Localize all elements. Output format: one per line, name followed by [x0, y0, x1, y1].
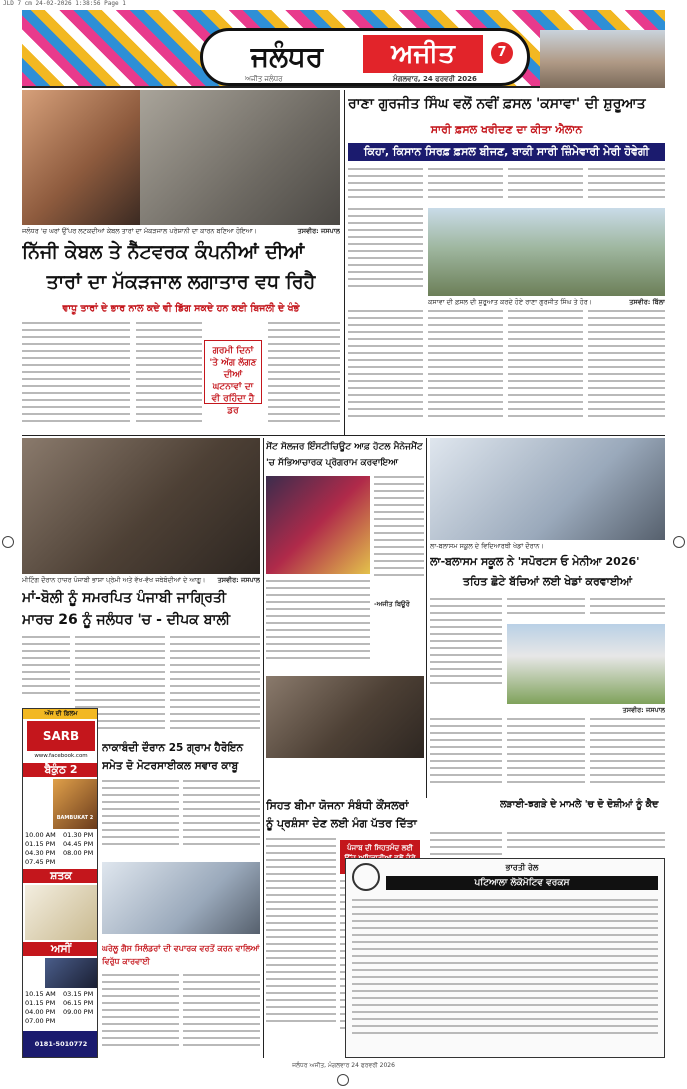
heroin-headline-1: ਨਾਕਾਬੰਦੀ ਦੌਰਾਨ 25 ਗ੍ਰਾਮ ਹੈਰੋਇਨ [102, 742, 244, 754]
movie-3-title: ਅਸੀਂ [23, 942, 98, 956]
cable-photo-credit: ਤਸਵੀਰ: ਜਸਪਾਲ [297, 227, 340, 235]
farmers-photo [428, 208, 665, 296]
showtime: 09.00 PM [63, 1008, 94, 1016]
health-headline-1: ਸਿਹਤ ਬੀਮਾ ਯੋਜਨਾ ਸੰਬੰਧੀ ਕੌਂਸਲਰਾਂ [266, 799, 409, 812]
school-headline-2: ਤਹਿਤ ਛੋਟੇ ਬੱਚਿਆਂ ਲਈ ਖੇਡਾਂ ਕਰਵਾਈਆਂ [462, 575, 633, 588]
shop-photo [22, 90, 140, 225]
rana-body-col-2 [428, 168, 503, 204]
masthead-title-left: ਜਲੰਧਰ [217, 35, 357, 79]
cable-headline-2: ਤਾਰਾਂ ਦਾ ਮੱਕੜਜਾਲ ਲਗਾਤਾਰ ਵਧ ਰਿਹੈ [46, 271, 316, 293]
heroin-body-col-1 [102, 780, 179, 858]
showtime: 04.45 PM [63, 840, 94, 848]
registration-mark [2, 536, 14, 548]
fight-body-col-2 [507, 832, 665, 852]
page-footer: ਜਲੰਧਰ ਅਜੀਤ, ਮੰਗਲਵਾਰ 24 ਫਰਵਰੀ 2026 [292, 1062, 395, 1069]
hotel-headline-1: ਸੇਂਟ ਸੋਲਜਰ ਇੰਸਟੀਚਿਊਟ ਆਫ਼ ਹੋਟਲ ਮੈਨੇਜਮੈਂਟ [266, 442, 423, 452]
hotel-body-col-1 [374, 476, 424, 586]
cable-body-col-2 [136, 322, 202, 432]
gas-raid-photo [102, 862, 260, 934]
railway-notice-ad [345, 858, 665, 1058]
school-headline-1: ਲਾ-ਬਲਾਸਮ ਸਕੂਲ ਨੇ 'ਸਪੋਰਟਸ ਓ ਮੇਨੀਆ 2026' [430, 555, 640, 568]
rana-photo-caption: ਕਸਾਵਾ ਦੀ ਫ਼ਸਲ ਦੀ ਸ਼ੁਰੂਆਤ ਕਰਦੇ ਹੋਏ ਰਾਣਾ ਗੁਰਜੀਤ ਸਿੰਘ ਤੇ ਹੋਰ। [428, 298, 593, 306]
movie-1-poster: BAMBUKAT 2 [53, 779, 97, 829]
hotel-headline-2: 'ਚ ਸੱਭਿਆਚਾਰਕ ਪ੍ਰੋਗਰਾਮ ਕਰਵਾਇਆ [266, 458, 399, 468]
movie-1-title: ਬੈਕੁੰਠ 2 [23, 763, 98, 777]
movie-1-times [25, 831, 61, 867]
masthead-date: ਮੰਗਲਵਾਰ, 24 ਫਰਵਰੀ 2026 [393, 75, 477, 83]
health-meeting-photo [266, 676, 424, 758]
showtime: 01.15 PM [25, 999, 56, 1007]
maa-boli-photo-caption: ਮੀਟਿੰਗ ਦੌਰਾਨ ਹਾਜ਼ਰ ਪੰਜਾਬੀ ਭਾਸ਼ਾ ਪ੍ਰੇਮੀ ਅਤੇ ਵੱਖ-ਵੱਖ ਜਥੇਬੰਦੀਆਂ ਦੇ ਆਗੂ। [22, 576, 206, 584]
cable-subhead: ਵਾਧੂ ਤਾਰਾਂ ਦੇ ਭਾਰ ਨਾਲ ਕਦੇ ਵੀ ਡਿੱਗ ਸਕਦੇ ਹਨ ਕਈ ਬਿਜਲੀ ਦੇ ਖੰਭੇ [62, 303, 300, 314]
gas-body-col-2 [183, 974, 260, 1059]
maa-boli-body-col-1 [22, 636, 70, 706]
hotel-credit: -ਅਜੀਤ ਬਿਊਰੋ [374, 600, 410, 608]
cinema-ad [22, 708, 98, 1058]
movie-2-poster [25, 885, 97, 940]
rana-body-col-1 [348, 168, 423, 204]
school-photo-caption: ਲਾ-ਬਲਾਸਮ ਸਕੂਲ ਦੇ ਵਿਦਿਆਰਥੀ ਖੇਡਾਂ ਦੌਰਾਨ। [430, 542, 544, 550]
movie-2-title: ਸ਼ਤਕ [23, 869, 98, 883]
meeting-photo [22, 438, 260, 574]
movie-1-times-b [63, 831, 98, 858]
notice-title: ਭਾਰਤੀ ਰੇਲ [505, 863, 539, 872]
railway-emblem [352, 863, 380, 891]
section-rule [22, 435, 665, 436]
school-body-col-2 [507, 598, 585, 620]
rana-body-col-7 [508, 310, 583, 432]
masthead-subtitle: ਅਜੀਤ ਜਲੰਧਰ [245, 75, 283, 83]
school-kids-photo [430, 438, 665, 540]
school-body-col-5 [507, 718, 585, 796]
column-rule [344, 90, 345, 435]
masthead [22, 10, 665, 88]
cable-wires-photo [140, 90, 340, 225]
registration-mark [673, 536, 685, 548]
masthead-photo [540, 30, 665, 88]
rana-body-col-4 [588, 168, 665, 204]
rana-body-col-6 [428, 310, 503, 432]
showtime: 10.15 AM [25, 990, 56, 998]
rana-photo-credit: ਤਸਵੀਰ: ਬਿੱਲਾ [629, 298, 665, 306]
masthead-title-right: ਅਜੀਤ [363, 35, 483, 73]
school-body-col-4 [430, 718, 502, 796]
showtime: 01.30 PM [63, 831, 94, 839]
rana-bluebar: ਕਿਹਾ, ਕਿਸਾਨ ਸਿਰਫ਼ ਫ਼ਸਲ ਬੀਜਣ, ਬਾਕੀ ਸਾਰੀ ਜ਼ਿੰਮੇਵਾਰੀ ਮੇਰੀ ਹੋਵੇਗੀ [348, 143, 665, 161]
maa-boli-photo-credit: ਤਸਵੀਰ: ਜਸਪਾਲ [217, 576, 260, 584]
movie-3-poster [45, 958, 97, 988]
school-body-col-3 [590, 598, 665, 620]
cable-pullquote: ਗਰਮੀ ਦਿਨਾਂ 'ਤੇ ਅੱਗ ਲੱਗਣ ਦੀਆਂ ਘਟਨਾਵਾਂ ਦਾ ਵੀ ਰਹਿੰਦਾ ਹੈ ਡਰ [204, 340, 262, 404]
cinema-header: ਅੱਜ ਦੀ ਫ਼ਿਲਮ [23, 709, 98, 719]
movie-3-times-b [63, 990, 98, 1017]
heroin-headline-2: ਸਮੇਤ ਦੋ ਮੋਟਰਸਾਈਕਲ ਸਵਾਰ ਕਾਬੂ [102, 760, 239, 772]
school-credit: ਤਸਵੀਰ: ਜਸਪਾਲ [622, 706, 665, 714]
page-number: 7 [491, 42, 513, 64]
rana-body-col-3 [508, 168, 583, 204]
showtime: 04.00 PM [25, 1008, 56, 1016]
gas-headline: ਘਰੇਲੂ ਗੈਸ ਸਿਲੰਡਰਾਂ ਦੀ ਵਪਾਰਕ ਵਰਤੋਂ ਕਰਨ ਵਾਲਿਆਂ ਵਿਰੁੱਧ ਕਾਰਵਾਈ [102, 944, 260, 966]
school-body-col-6 [590, 718, 665, 796]
movie-3-times [25, 990, 61, 1026]
cable-body-col-1 [22, 322, 130, 432]
cinema-brand: SARB [27, 721, 95, 751]
column-rule [263, 438, 264, 1058]
cultural-program-photo [266, 476, 370, 574]
cable-headline-1: ਨਿੱਜੀ ਕੇਬਲ ਤੇ ਨੈੱਟਵਰਕ ਕੰਪਨੀਆਂ ਦੀਆਂ [22, 241, 305, 263]
showtime: 07.45 PM [25, 858, 56, 866]
gas-body-col-1 [102, 974, 179, 1059]
cinema-website: www.facebook.com [34, 753, 88, 759]
masthead-logo [200, 28, 530, 86]
health-redbox: ਪੰਜਾਬ ਦੀ ਸਿਹਤਮੰਦ ਲਈ [340, 840, 420, 874]
health-headline-2: ਨੂੰ ਪ੍ਰਸ਼ੰਸਾ ਦੇਣ ਲਈ ਮੰਗ ਪੱਤਰ ਦਿੱਤਾ [266, 817, 417, 830]
cable-photo-caption: ਜਲੰਧਰ 'ਚ ਘਰਾਂ ਉੱਪਰ ਲਟਕਦੀਆਂ ਕੇਬਲ ਤਾਰਾਂ ਦਾ ਮੱਕੜਜਾਲ ਪਰੇਸ਼ਾਨੀ ਦਾ ਕਾਰਨ ਬਣਿਆ ਹੋਇਆ। [22, 227, 258, 235]
fight-headline: ਲੜਾਈ-ਝਗੜੇ ਦੇ ਮਾਮਲੇ 'ਚ ਦੋ ਦੋਸ਼ੀਆਂ ਨੂੰ ਕੈਦ [500, 799, 659, 810]
column-rule [426, 438, 427, 798]
maa-boli-headline-1: ਮਾਂ-ਬੋਲੀ ਨੂੰ ਸਮਰਪਿਤ ਪੰਜਾਬੀ ਜਾਗ੍ਰਿਤੀ [22, 590, 227, 606]
school-body-col-1 [430, 598, 502, 702]
showtime: 04.30 PM [25, 849, 56, 857]
rana-body-col-8 [588, 310, 665, 432]
hotel-body-col-2 [266, 580, 370, 672]
heroin-body-col-2 [183, 780, 260, 858]
rana-body-col-1b [348, 208, 423, 298]
showtime: 06.15 PM [63, 999, 94, 1007]
sports-field-photo [507, 624, 665, 704]
showtime: 01.15 PM [25, 840, 56, 848]
notice-org: ਪਟਿਆਲਾ ਲੋਕੋਮੋਟਿਵ ਵਰਕਸ [386, 876, 658, 890]
rana-subhead: ਸਾਰੀ ਫ਼ਸਲ ਖਰੀਦਣ ਦਾ ਕੀਤਾ ਐਲਾਨ [430, 123, 583, 136]
maa-boli-body-col-3 [170, 636, 260, 748]
showtime: 07.00 PM [25, 1017, 56, 1025]
print-slug: JLD 7 cm 24-02-2026 1:38:56 Page 1 [3, 0, 126, 7]
notice-body [352, 899, 658, 1049]
showtime: 08.00 PM [63, 849, 94, 857]
rana-headline: ਰਾਣਾ ਗੁਰਜੀਤ ਸਿੰਘ ਵਲੋਂ ਨਵੀਂ ਫ਼ਸਲ 'ਕਸਾਵਾ' ਦੀ ਸ਼ੁਰੂਆਤ [348, 96, 646, 112]
rana-body-col-5 [348, 310, 423, 432]
registration-mark [337, 1074, 349, 1086]
cable-body-col-3 [268, 322, 340, 432]
showtime: 10.00 AM [25, 831, 56, 839]
cinema-phone: 0181-5010772 [23, 1031, 98, 1057]
showtime: 03.15 PM [63, 990, 94, 998]
health-body-col-1 [266, 838, 336, 1058]
maa-boli-headline-2: ਮਾਰਚ 26 ਨੂੰ ਜਲੰਧਰ 'ਚ - ਦੀਪਕ ਬਾਲੀ [22, 612, 231, 628]
